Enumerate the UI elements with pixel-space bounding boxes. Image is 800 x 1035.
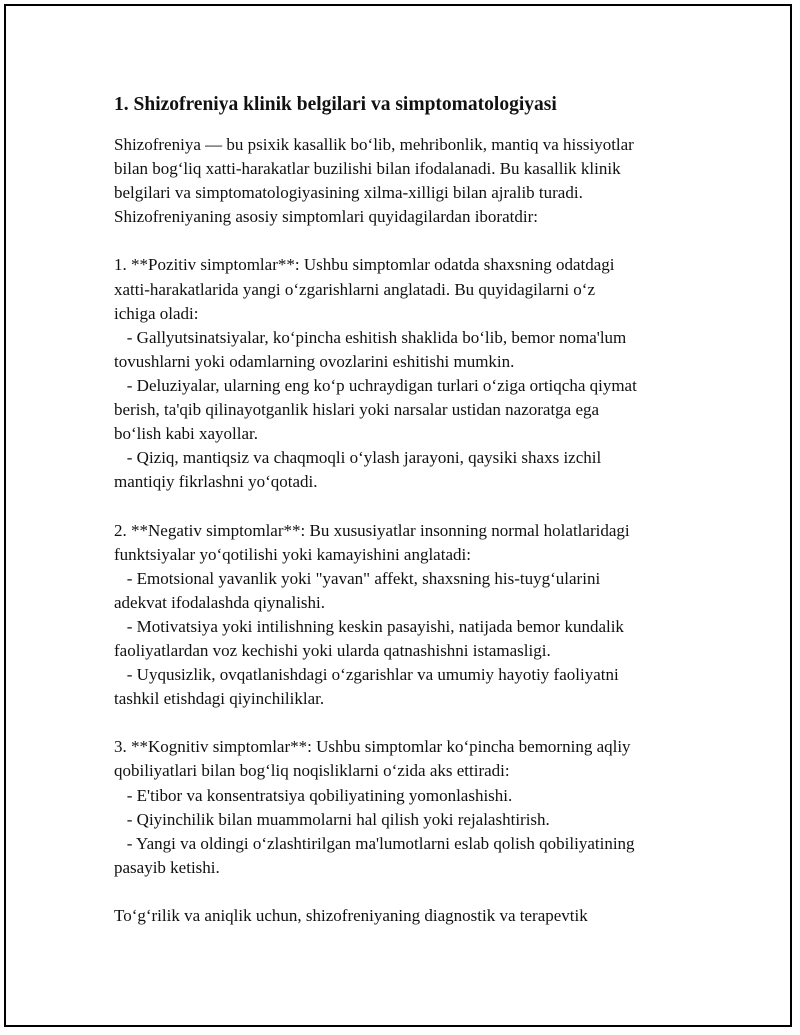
paragraph-gap (114, 494, 704, 518)
text-line: adekvat ifodalashda qiynalishi. (114, 592, 326, 612)
document-title: 1. Shizofreniya klinik belgilari va simptomatologiyasi (114, 94, 557, 115)
text-line: pasayib ketishi. (114, 857, 220, 877)
text-line: - Uyqusizlik, ovqatlanishdagi o‘zgarishlar va umumiy hayotiy faoliyatni (114, 665, 619, 685)
text-line: Shizofreniya — bu psixik kasallik bo‘lib, mehribonlik, mantiq va hissiyotlar (114, 135, 634, 154)
paragraph (114, 253, 704, 494)
text-line: bo‘lish kabi xayollar. (114, 424, 259, 444)
text-line: bilan bog‘liq xatti-harakatlar buzilishi bilan ifodalanadi. Bu kasallik klinik (114, 159, 621, 179)
text-line: mantiqiy fikrlashni yo‘qotadi. (114, 472, 318, 492)
paragraph (114, 735, 704, 880)
document-body (114, 92, 704, 928)
paragraph-gap (114, 880, 704, 904)
text-line: Shizofreniyaning asosiy simptomlari quyidagilardan iboratdir: (114, 207, 538, 227)
text-line: belgilari va simptomatologiyasining xilma-xilligi bilan ajralib turadi. (114, 183, 583, 203)
text-line: - Yangi va oldingi o‘zlashtirilgan ma'lumotlarni eslab qolish qobiliyatining (114, 833, 635, 853)
text-line: tovushlarni yoki odamlarning ovozlarini eshitishi mumkin. (114, 351, 515, 371)
paragraph (114, 904, 704, 928)
text-line: faoliyatlardan voz kechishi yoki ularda qatnashishni istamasligi. (114, 640, 551, 660)
text-line: - Emotsional yavanlik yoki "yavan" affekt, shaxsning his-tuyg‘ularini (114, 568, 601, 588)
text-line: xatti-harakatlarida yangi o‘zgarishlarni anglatadi. Bu quyidagilarni o‘z (114, 279, 596, 299)
text-line: - Motivatsiya yoki intilishning keskin pasayishi, natijada bemor kundalik (114, 616, 624, 636)
text-line: To‘g‘rilik va aniqlik uchun, shizofreniyaning diagnostik va terapevtik (114, 906, 588, 925)
text-line: - Deluziyalar, ularning eng ko‘p uchraydigan turlari o‘ziga ortiqcha qiymat (114, 375, 637, 395)
paragraph-gap (114, 711, 704, 735)
text-line: berish, ta'qib qilinayotganlik hislari yoki narsalar ustidan nazoratga ega (114, 400, 600, 420)
text-line: - Qiziq, mantiqsiz va chaqmoqli o‘ylash jarayoni, qaysiki shaxs izchil (114, 448, 602, 468)
text-line: - Qiyinchilik bilan muammolarni hal qilish yoki rejalashtirish. (114, 809, 550, 829)
text-line: - Gallyutsinatsiyalar, ko‘pincha eshitish shaklida bo‘lib, bemor noma'lum (114, 327, 627, 347)
paragraph (114, 519, 704, 712)
text-line: 2. **Negativ simptomlar**: Bu xususiyatlar insonning normal holatlaridagi (114, 520, 630, 540)
text-line: qobiliyatlari bilan bog‘liq noqisliklarni o‘zida aks ettiradi: (114, 761, 510, 781)
paragraph-container (114, 133, 704, 928)
text-line: tashkil etishdagi qiyinchiliklar. (114, 689, 325, 709)
text-line: 1. **Pozitiv simptomlar**: Ushbu simptomlar odatda shaxsning odatdagi (114, 255, 615, 275)
text-line: 3. **Kognitiv simptomlar**: Ushbu simptomlar ko‘pincha bemorning aqliy (114, 737, 631, 757)
paragraph (114, 133, 704, 229)
text-line: ichiga oladi: (114, 303, 199, 323)
text-line: funktsiyalar yo‘qotilishi yoki kamayishini anglatadi: (114, 544, 471, 564)
paragraph-gap (114, 229, 704, 253)
text-line: - E'tibor va konsentratsiya qobiliyatining yomonlashishi. (114, 785, 513, 805)
